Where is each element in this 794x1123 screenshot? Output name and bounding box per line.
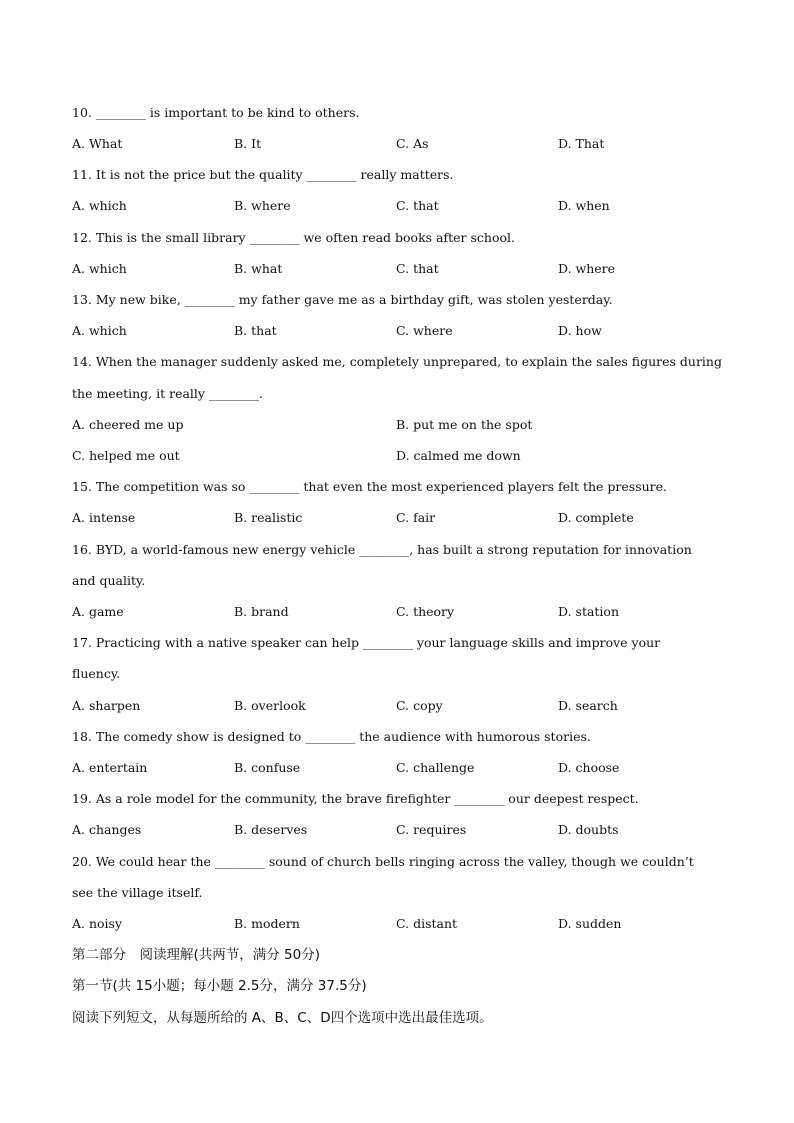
option-c: C. theory — [396, 604, 455, 619]
option-c: C. fair — [396, 510, 436, 525]
option-a: A. which — [72, 198, 127, 213]
option-b: B. deserves — [234, 822, 308, 837]
part-title: 第二部分 阅读理解(共两节，满分 50分) — [72, 947, 321, 963]
option-d: D. choose — [558, 760, 620, 775]
option-d: D. doubts — [558, 822, 619, 837]
option-c: C. requires — [396, 822, 467, 837]
question-12: 12. This is the small library ________ we often read books after school. — [72, 230, 515, 245]
option-a: A. game — [72, 604, 124, 619]
question-17: 17. Practicing with a native speaker can help ________ your language skills and improve your — [72, 635, 661, 650]
option-d: D. where — [558, 261, 616, 276]
question-16-continued: and quality. — [72, 573, 146, 588]
option-c: C. challenge — [396, 760, 475, 775]
option-b: B. realistic — [234, 510, 303, 525]
option-a: A. noisy — [72, 916, 123, 931]
question-20: 20. We could hear the ________ sound of church bells ringing across the valley, though we couldn’t — [72, 854, 694, 869]
section-title: 第一节(共 15小题；每小题 2.5分，满分 37.5分) — [72, 978, 367, 994]
question-14: 14. When the manager suddenly asked me, completely unprepared, to explain the sales figures during — [72, 354, 722, 369]
option-d: D. complete — [558, 510, 634, 525]
option-c: C. copy — [396, 698, 443, 713]
instruction: 阅读下列短文，从每题所给的 A、B、C、D四个选项中选出最佳选项。 — [72, 1010, 493, 1026]
option-a: A. intense — [72, 510, 136, 525]
option-b: B. what — [234, 261, 283, 276]
question-16: 16. BYD, a world-famous new energy vehicle ________, has built a strong reputation for innovation — [72, 542, 692, 557]
question-10: 10. ________ is important to be kind to others. — [72, 105, 360, 120]
option-d: D. sudden — [558, 916, 622, 931]
option-b: B. overlook — [234, 698, 306, 713]
option-c: C. that — [396, 261, 439, 276]
option-b: B. modern — [234, 916, 300, 931]
option-a: A. sharpen — [72, 698, 141, 713]
option-a: A. What — [72, 136, 123, 151]
option-b: B. where — [234, 198, 291, 213]
option-c: C. where — [396, 323, 453, 338]
option-d: D. That — [558, 136, 605, 151]
option-d: D. calmed me down — [396, 448, 521, 463]
option-a: A. which — [72, 323, 127, 338]
option-b: B. confuse — [234, 760, 301, 775]
option-b: B. put me on the spot — [396, 417, 533, 432]
option-c: C. As — [396, 136, 429, 151]
option-b: B. It — [234, 136, 262, 151]
question-13: 13. My new bike, ________ my father gave me as a birthday gift, was stolen yesterday. — [72, 292, 613, 307]
question-20-continued: see the village itself. — [72, 885, 203, 900]
option-c: C. that — [396, 198, 439, 213]
option-c: C. distant — [396, 916, 458, 931]
option-d: D. station — [558, 604, 620, 619]
option-a: A. which — [72, 261, 127, 276]
option-b: B. that — [234, 323, 277, 338]
option-b: B. brand — [234, 604, 289, 619]
option-d: D. how — [558, 323, 602, 338]
option-a: A. cheered me up — [72, 417, 184, 432]
option-a: A. entertain — [72, 760, 148, 775]
question-11: 11. It is not the price but the quality ________ really matters. — [72, 167, 454, 182]
question-14-continued: the meeting, it really ________. — [72, 386, 263, 401]
question-18: 18. The comedy show is designed to ________ the audience with humorous stories. — [72, 729, 591, 744]
option-a: A. changes — [72, 822, 142, 837]
option-c: C. helped me out — [72, 448, 180, 463]
question-17-continued: fluency. — [72, 666, 121, 681]
option-d: D. search — [558, 698, 618, 713]
option-d: D. when — [558, 198, 610, 213]
question-15: 15. The competition was so ________ that even the most experienced players felt the pressure. — [72, 479, 668, 494]
question-19: 19. As a role model for the community, the brave firefighter ________ our deepest respect. — [72, 791, 639, 806]
